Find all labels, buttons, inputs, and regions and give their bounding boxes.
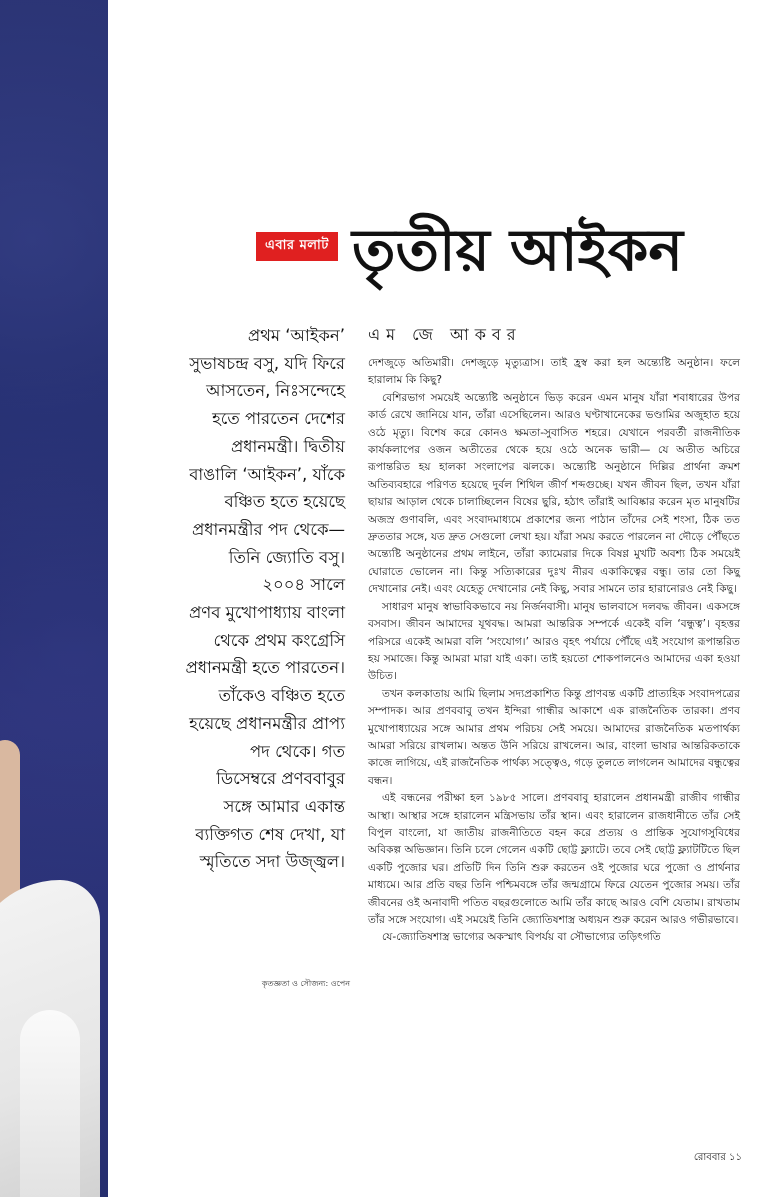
cover-photo xyxy=(0,0,108,1197)
pull-quote-line: আসতেন, নিঃসন্দেহে xyxy=(206,381,345,401)
body-paragraph: যে-জ্যোতিষশাস্ত্র ভাগ্যের অকস্মাৎ বিপর্যয় বা সৌভাগ্যের তড়িৎগতি xyxy=(382,931,661,944)
photo-credit: কৃতজ্ঞতা ও সৌজন্য: ওপেন xyxy=(261,979,350,988)
pull-quote-line: ২০০৪ সালে xyxy=(262,575,345,595)
byline: এম জে আকবর xyxy=(368,325,522,344)
pull-quote-line: প্রধানমন্ত্রীর পদ থেকে— xyxy=(191,519,345,539)
page-footer: রোববার ১১ xyxy=(693,1152,742,1163)
pull-quote xyxy=(135,322,345,876)
pull-quote-line: ব্যক্তিগত শেষ দেখা, যা xyxy=(195,824,345,844)
pull-quote-line: প্রণব মুখোপাধ্যায় বাংলা xyxy=(188,603,345,623)
body-paragraph: সাধারণ মানুষ স্বাভাবিকভাবে নয় নির্জনবাসী। মানুষ ভালবাসে দলবদ্ধ জীবন। একসঙ্গে বসবাস। জীবন আমাদের যূথবদ্ধ। আমরা আন্তরিক সম্পর্কে একেই বলি ‘বন্ধুত্ব’। বৃহত্তর পরিসরে একেই আমরা বলি ‘সংযোগ।’ আরও বৃহৎ পর্যায়ে পৌঁছে এই সংযোগ রূপান্তরিত হয় সমাজে। কিন্তু আমরা মারা যাই একা। তাই হয়তো শোকপালনেও আমাদের একা হওয়া উচিত। xyxy=(368,600,740,683)
body-paragraph: বেশিরভাগ সময়েই অন্ত্যেষ্টি অনুষ্ঠানে ভিড় করেন এমন মানুষ যাঁরা শবাধারের উপর কার্ড রেখে জানিয়ে যান, তাঁরা এসেছিলেন। আরও ঘণ্টাখানেকের ভণ্ডামির অজুহাত হয়ে ওঠে মৃত্যু। বিশেষ করে কোনও ক্ষমতা-সুবাসিত শহরে। যেখানে পরবর্তী রাজনীতিক কার্যকলাপের ওজন অতীতের থেকে হয়ে ওঠে অনেক ভারী— যে অতীত অচিরে রূপান্তরিত হয় হালকা সংলাপের ঝলকে। অন্ত্যেষ্টি অনুষ্ঠানে দিল্লির প্রার্থনা ক্রমশ অতিব্যবহারে পরিণত হয়েছে দুর্বল শিথিল জীর্ণ শব্দগুচ্ছে। যখন জীবন ছিল, তখন যাঁরা ছায়ার আড়াল থেকে চালাচ্ছিলেন বিষের ছুরি, হঠাৎ তাঁরাই আবিষ্কার করেন মৃত মানুষটির অজস্র গুণাবলি, এবং সংবাদমাধ্যমে প্রকাশের জন্য পাঠান তাঁদের সেই শংসা, ঠিক তত দ্রুততার সঙ্গে, যত দ্রুত সেগুলো লেখা হয়। যাঁরা সময় করতে পারলেন না দৌড়ে পৌঁছতে অন্ত্যেষ্টি অনুষ্ঠানের প্রথম লাইনে, তাঁরা ক্যামেরার দিকে বিষণ্ণ মুখটি অবশ্য ঠিক সময়েই ঘোরাতে ভোলেন না। কিন্তু সত্যিকারের দুঃখ নীরব একাকিত্বের বন্ধু। তার তো কিছু দেখানোর নেই। এবং যেহেতু দেখানোর নেই কিছু, সবার সামনে তার হারানোরও নেই কিছু। xyxy=(368,391,740,596)
pull-quote-line: পদ থেকে। গত xyxy=(249,741,345,761)
photo-hand xyxy=(0,740,20,910)
headline: তৃতীয় আইকন xyxy=(352,216,684,284)
pull-quote-line: প্রধানমন্ত্রী হতে পারতেন। xyxy=(185,658,345,678)
pull-quote-line: থেকে প্রথম কংগ্রেসি xyxy=(213,630,345,650)
body-paragraph: দেশজুড়ে অতিমারী। দেশজুড়ে মৃত্যুত্রাস। তাই হ্রস্ব করা হল অন্ত্যেষ্টি অনুষ্ঠান। ফলে হারালাম কি কিছু? xyxy=(368,357,740,387)
article-body xyxy=(368,355,740,947)
pull-quote-line: বাঙালি ‘আইকন’, যাঁকে xyxy=(189,464,345,484)
pull-quote-line: প্রধানমন্ত্রী। দ্বিতীয় xyxy=(230,436,345,456)
pull-quote-line: ডিসেম্বরে প্রণববাবুর xyxy=(216,769,345,789)
pull-quote-line: প্রথম ‘আইকন’ xyxy=(247,326,345,345)
pull-quote-line: বঞ্চিত হতে হয়েছে xyxy=(224,492,345,512)
pull-quote-line: তাঁকেও বঞ্চিত হতে xyxy=(218,686,345,706)
pull-quote-line: হয়েছে প্রধানমন্ত্রীর প্রাপ্য xyxy=(189,713,345,733)
section-badge: এবার মলাট xyxy=(256,232,338,261)
pull-quote-line: হতে পারতেন দেশের xyxy=(212,409,345,429)
body-paragraph: এই বন্ধনের পরীক্ষা হল ১৯৮৫ সালে। প্রণববাবু হারালেন প্রধানমন্ত্রী রাজীব গান্ধীর আস্থা। আস্থার সঙ্গে হারালেন মন্ত্রিসভায় তাঁর স্থান। এবং হারালেন রাজধানীতে তাঁর সেই বিপুল বাংলো, যা জাতীয় রাজনীতিতে বহন করে প্রত্যয় ও প্রান্তিক সুযোগসুবিধের অবিকল্প অভিজ্ঞান। তিনি চলে গেলেন একটি ছোট্ট ফ্ল্যাটে। তবে সেই ছোট্ট ফ্ল্যাটটিতে ছিল একটি পুজোর ঘর। প্রতিটি দিন তিনি শুরু করতেন ওই পুজোর ঘরে পুজো ও প্রার্থনার মাধ্যমে। আর প্রতি বছর তিনি পশ্চিমবঙ্গে তাঁর জন্মগ্রামে ফিরে যেতেন পুজোর সময়। তাঁর জীবনের ওই অনাবাদী পতিত বছরগুলোতে আমি তাঁর কাছে আরও বেশি যেতাম। রাখতাম তাঁর সঙ্গে সংযোগ। এই সময়েই তিনি জ্যোতিষশাস্ত্র অধ্যয়ন শুরু করেন আরও গভীরভাবে। xyxy=(368,792,740,926)
pull-quote-line: তিনি জ্যোতি বসু। xyxy=(228,547,345,567)
photo-garment-fold xyxy=(20,1010,80,1197)
pull-quote-line: সঙ্গে আমার একান্ত xyxy=(223,796,345,816)
pull-quote-line: সুভাষচন্দ্র বসু, যদি ফিরে xyxy=(189,353,345,373)
body-paragraph: তখন কলকাতায় আমি ছিলাম সদ্যপ্রকাশিত কিন্তু প্রাণবন্ত একটি প্রাত্যহিক সংবাদপত্রের সম্পাদক। আর প্রণববাবু তখন ইন্দিরা গান্ধীর আকাশে এক রাজনৈতিক তারকা। প্রণব মুখোপাধ্যায়ের সঙ্গে আমার প্রথম পরিচয় সেই সময়ে। আমাদের রাজনৈতিক মতপার্থক্য আমরা সরিয়ে রাখলাম। অন্তত উনি সরিয়ে রাখলেন। আর, বাংলা ভাষার আন্তরিকতাকে কাজে লাগিয়ে, এই রাজনৈতিক পার্থক্য সত্ত্বেও, গড়ে তুলতে লাগলেন আমাদের বন্ধুত্বের বন্ধন। xyxy=(368,687,740,787)
pull-quote-line: স্মৃতিতে সদা উজ্জ্বল। xyxy=(199,852,345,872)
